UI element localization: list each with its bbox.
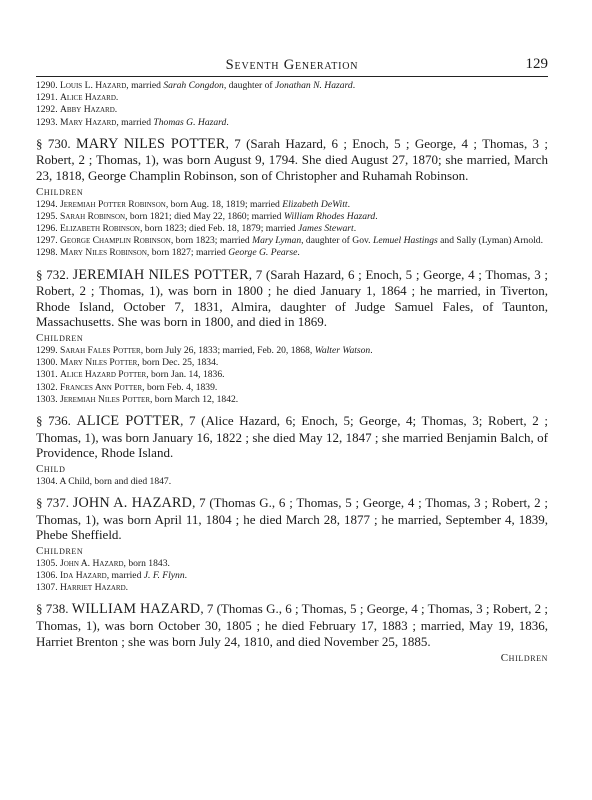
spouse-name: Elizabeth DeWitt: [282, 198, 348, 210]
person-name: Elizabeth Robinson: [59, 223, 140, 234]
item-text: , daughter of Gov.: [301, 235, 373, 247]
item-text: , born Dec. 25, 1834.: [137, 357, 219, 369]
section-number: § 738.: [36, 601, 72, 617]
children-heading: Child: [36, 462, 66, 475]
section-text: , 7 (Sarah Hazard, 6 ; Enoch, 5 ; George, 4 ; Thomas, 3 ; Robert, 2 ; Thomas, 1), was born August 9, 1794. She died August 27, 1870; she married, March 23, 1818, George Champlin Robinson, son of Christopher and Ruhamah Robinson.: [36, 135, 548, 183]
list-item: [36, 80, 548, 92]
list-item: [36, 382, 548, 394]
item-text: , born 1827; married: [146, 247, 229, 259]
section-text: , 7 (Thomas G., 6 ; Thomas, 5 ; George, 4 ; Thomas, 3 ; Robert, 2 ; Thomas, 1), was born April 11, 1804 ; he died March 28, 1877 ; he married, September 4, 1839, Phebe Sheffield.: [36, 494, 549, 543]
section-name: MARY NILES POTTER: [75, 135, 226, 152]
item-text: , born Aug. 18, 1819; married: [165, 198, 283, 210]
item-text: and Sally (Lyman) Arnold.: [437, 235, 543, 247]
person-name: Jeremiah Potter Robinson: [59, 198, 166, 210]
item-text: .: [114, 104, 118, 116]
item-text: , born Feb. 4, 1839.: [142, 381, 218, 393]
person-name: Mary Niles Robinson: [59, 247, 147, 259]
item-text: A Child, born and died 1847.: [59, 475, 172, 487]
section-entry: [36, 601, 548, 649]
item-number: 1306.: [36, 569, 60, 581]
item-text: .: [226, 116, 229, 128]
item-text: , married: [116, 116, 154, 128]
children-heading: Children: [36, 185, 84, 198]
section-entry: [36, 495, 548, 543]
section-text: , 7 (Thomas G., 6 ; Thomas, 5 ; George, 4 ; Thomas, 3 ; Robert, 2 ; Thomas, 1), was born October 30, 1805 ; he died February 17, 1883 ; married, May 19, 1836, Harriet Brenton ; she was born July 24, 1810, and died November 25, 1885.: [36, 601, 549, 649]
list-item: [36, 476, 548, 488]
item-number: 1303.: [36, 393, 60, 405]
spouse-name: James Stewart: [298, 223, 354, 234]
list-item: [36, 357, 548, 369]
item-number: 1294.: [36, 198, 60, 210]
header-rule: [36, 76, 548, 77]
section-name: JOHN A. HAZARD: [72, 494, 193, 511]
section-name: JEREMIAH NILES POTTER: [72, 266, 249, 283]
spouse-name: George G. Pearse: [228, 247, 298, 259]
list-item: [36, 199, 548, 211]
item-text: .: [352, 80, 356, 91]
list-item: [36, 211, 548, 223]
section-text: , 7 (Sarah Hazard, 6 ; Enoch, 5 ; George, 4 ; Thomas, 3 ; Robert, 2 ; Thomas, 1), was born in 1800 ; he died January 1, 1864 ; he married, in Tiverton, Rhode Island, October 7, 1831, Almira, daughter of Judge Samuel Fales, of Taunton, Massachusetts. She was born in 1800, and died in 1869.: [36, 266, 548, 330]
item-number: 1304.: [36, 475, 60, 487]
item-number: 1301.: [36, 369, 60, 381]
item-text: .: [347, 198, 350, 210]
person-name: Alice Hazard Potter: [59, 369, 147, 381]
children-heading: Children: [36, 544, 84, 557]
person-name: Alice Hazard: [59, 92, 116, 104]
item-text: , born 1821; died May 22, 1860; married: [125, 210, 284, 222]
section-number: § 730.: [36, 135, 76, 151]
item-text: .: [353, 223, 357, 234]
person-name: Louis L. Hazard: [59, 80, 127, 91]
item-text: , married: [126, 80, 164, 91]
item-number: 1299.: [36, 344, 60, 356]
section-number: § 737.: [36, 494, 73, 510]
person-name: Sarah Fales Potter: [59, 344, 141, 356]
list-item: [36, 223, 548, 235]
person-name: Frances Ann Potter: [59, 381, 143, 393]
page-header: [36, 57, 548, 75]
section-number: § 732.: [36, 266, 73, 282]
item-text: , born 1823; married: [170, 235, 253, 247]
person-name: Harriet Hazard: [59, 582, 126, 594]
item-number: 1297.: [36, 235, 60, 247]
section-name: WILLIAM HAZARD: [71, 601, 201, 618]
list-item: [36, 582, 548, 594]
item-text: , married: [106, 569, 144, 581]
section-entry: [36, 136, 548, 184]
relation-name: Lemuel Hastings: [372, 235, 438, 247]
item-text: , born Jan. 14, 1836.: [146, 369, 225, 381]
item-number: 1293.: [36, 116, 60, 128]
item-text: .: [125, 582, 129, 594]
item-text: , born March 12, 1842.: [150, 393, 239, 405]
person-name: Sarah Robinson: [59, 210, 126, 222]
section-name: ALICE POTTER: [76, 413, 181, 429]
page-body: [36, 80, 548, 664]
person-name: Mary Niles Potter: [59, 357, 138, 369]
person-name: Abby Hazard: [59, 104, 115, 116]
item-number: 1302.: [36, 381, 60, 393]
person-name: Mary Hazard: [59, 116, 117, 128]
spouse-name: J. F. Flynn: [143, 569, 185, 581]
item-number: 1305.: [36, 557, 60, 569]
spouse-name: Sarah Congdon: [163, 80, 224, 91]
section-entry: [36, 267, 548, 330]
section-number: § 736.: [36, 413, 77, 428]
item-number: 1296.: [36, 223, 60, 234]
list-item: [36, 92, 548, 104]
item-text: , born 1823; died Feb. 18, 1879; married: [139, 223, 298, 234]
list-item: [36, 570, 548, 582]
section-entry: [36, 413, 548, 461]
list-item: [36, 558, 548, 570]
item-text: , daughter of: [223, 80, 275, 91]
page-number: 129: [525, 56, 548, 72]
spouse-name: Mary Lyman: [252, 235, 302, 247]
person-name: Jeremiah Niles Potter: [59, 393, 150, 405]
item-text: .: [184, 569, 188, 581]
list-item: [36, 345, 548, 357]
children-heading: Children: [36, 331, 84, 344]
catchword: Children: [500, 652, 548, 665]
item-number: 1295.: [36, 210, 60, 222]
item-number: 1292.: [36, 104, 60, 116]
item-text: , born July 26, 1833; married, Feb. 20, 1868,: [140, 344, 315, 356]
spouse-name: Walter Watson: [314, 344, 371, 356]
section-text: , 7 (Alice Hazard, 6; Enoch, 5; George, 4; Thomas, 3; Robert, 2 ; Thomas, 1), was born January 16, 1822 ; she died May 12, 1847 ; she married Benjamin Balch, of Providence, Rhode Island.: [36, 413, 548, 461]
list-item: [36, 235, 548, 247]
item-text: , born 1843.: [123, 557, 170, 569]
item-number: 1307.: [36, 582, 60, 594]
item-text: .: [375, 210, 378, 222]
item-text: .: [297, 247, 300, 259]
item-number: 1298.: [36, 247, 60, 259]
relation-name: Jonathan N. Hazard: [274, 80, 353, 91]
item-number: 1300.: [36, 357, 60, 369]
item-text: .: [370, 344, 373, 356]
person-name: George Champlin Robinson: [59, 235, 171, 247]
list-item: [36, 117, 548, 129]
spouse-name: Thomas G. Hazard: [153, 116, 227, 128]
person-name: John A. Hazard: [59, 557, 124, 569]
list-item: [36, 247, 548, 259]
running-head: Seventh Generation: [225, 57, 359, 73]
list-item: [36, 369, 548, 381]
list-item: [36, 104, 548, 116]
item-number: 1291.: [36, 92, 60, 104]
person-name: Ida Hazard: [59, 569, 107, 581]
item-text: .: [115, 92, 119, 104]
spouse-name: William Rhodes Hazard: [283, 210, 376, 222]
item-number: 1290.: [36, 80, 60, 91]
list-item: [36, 394, 548, 406]
